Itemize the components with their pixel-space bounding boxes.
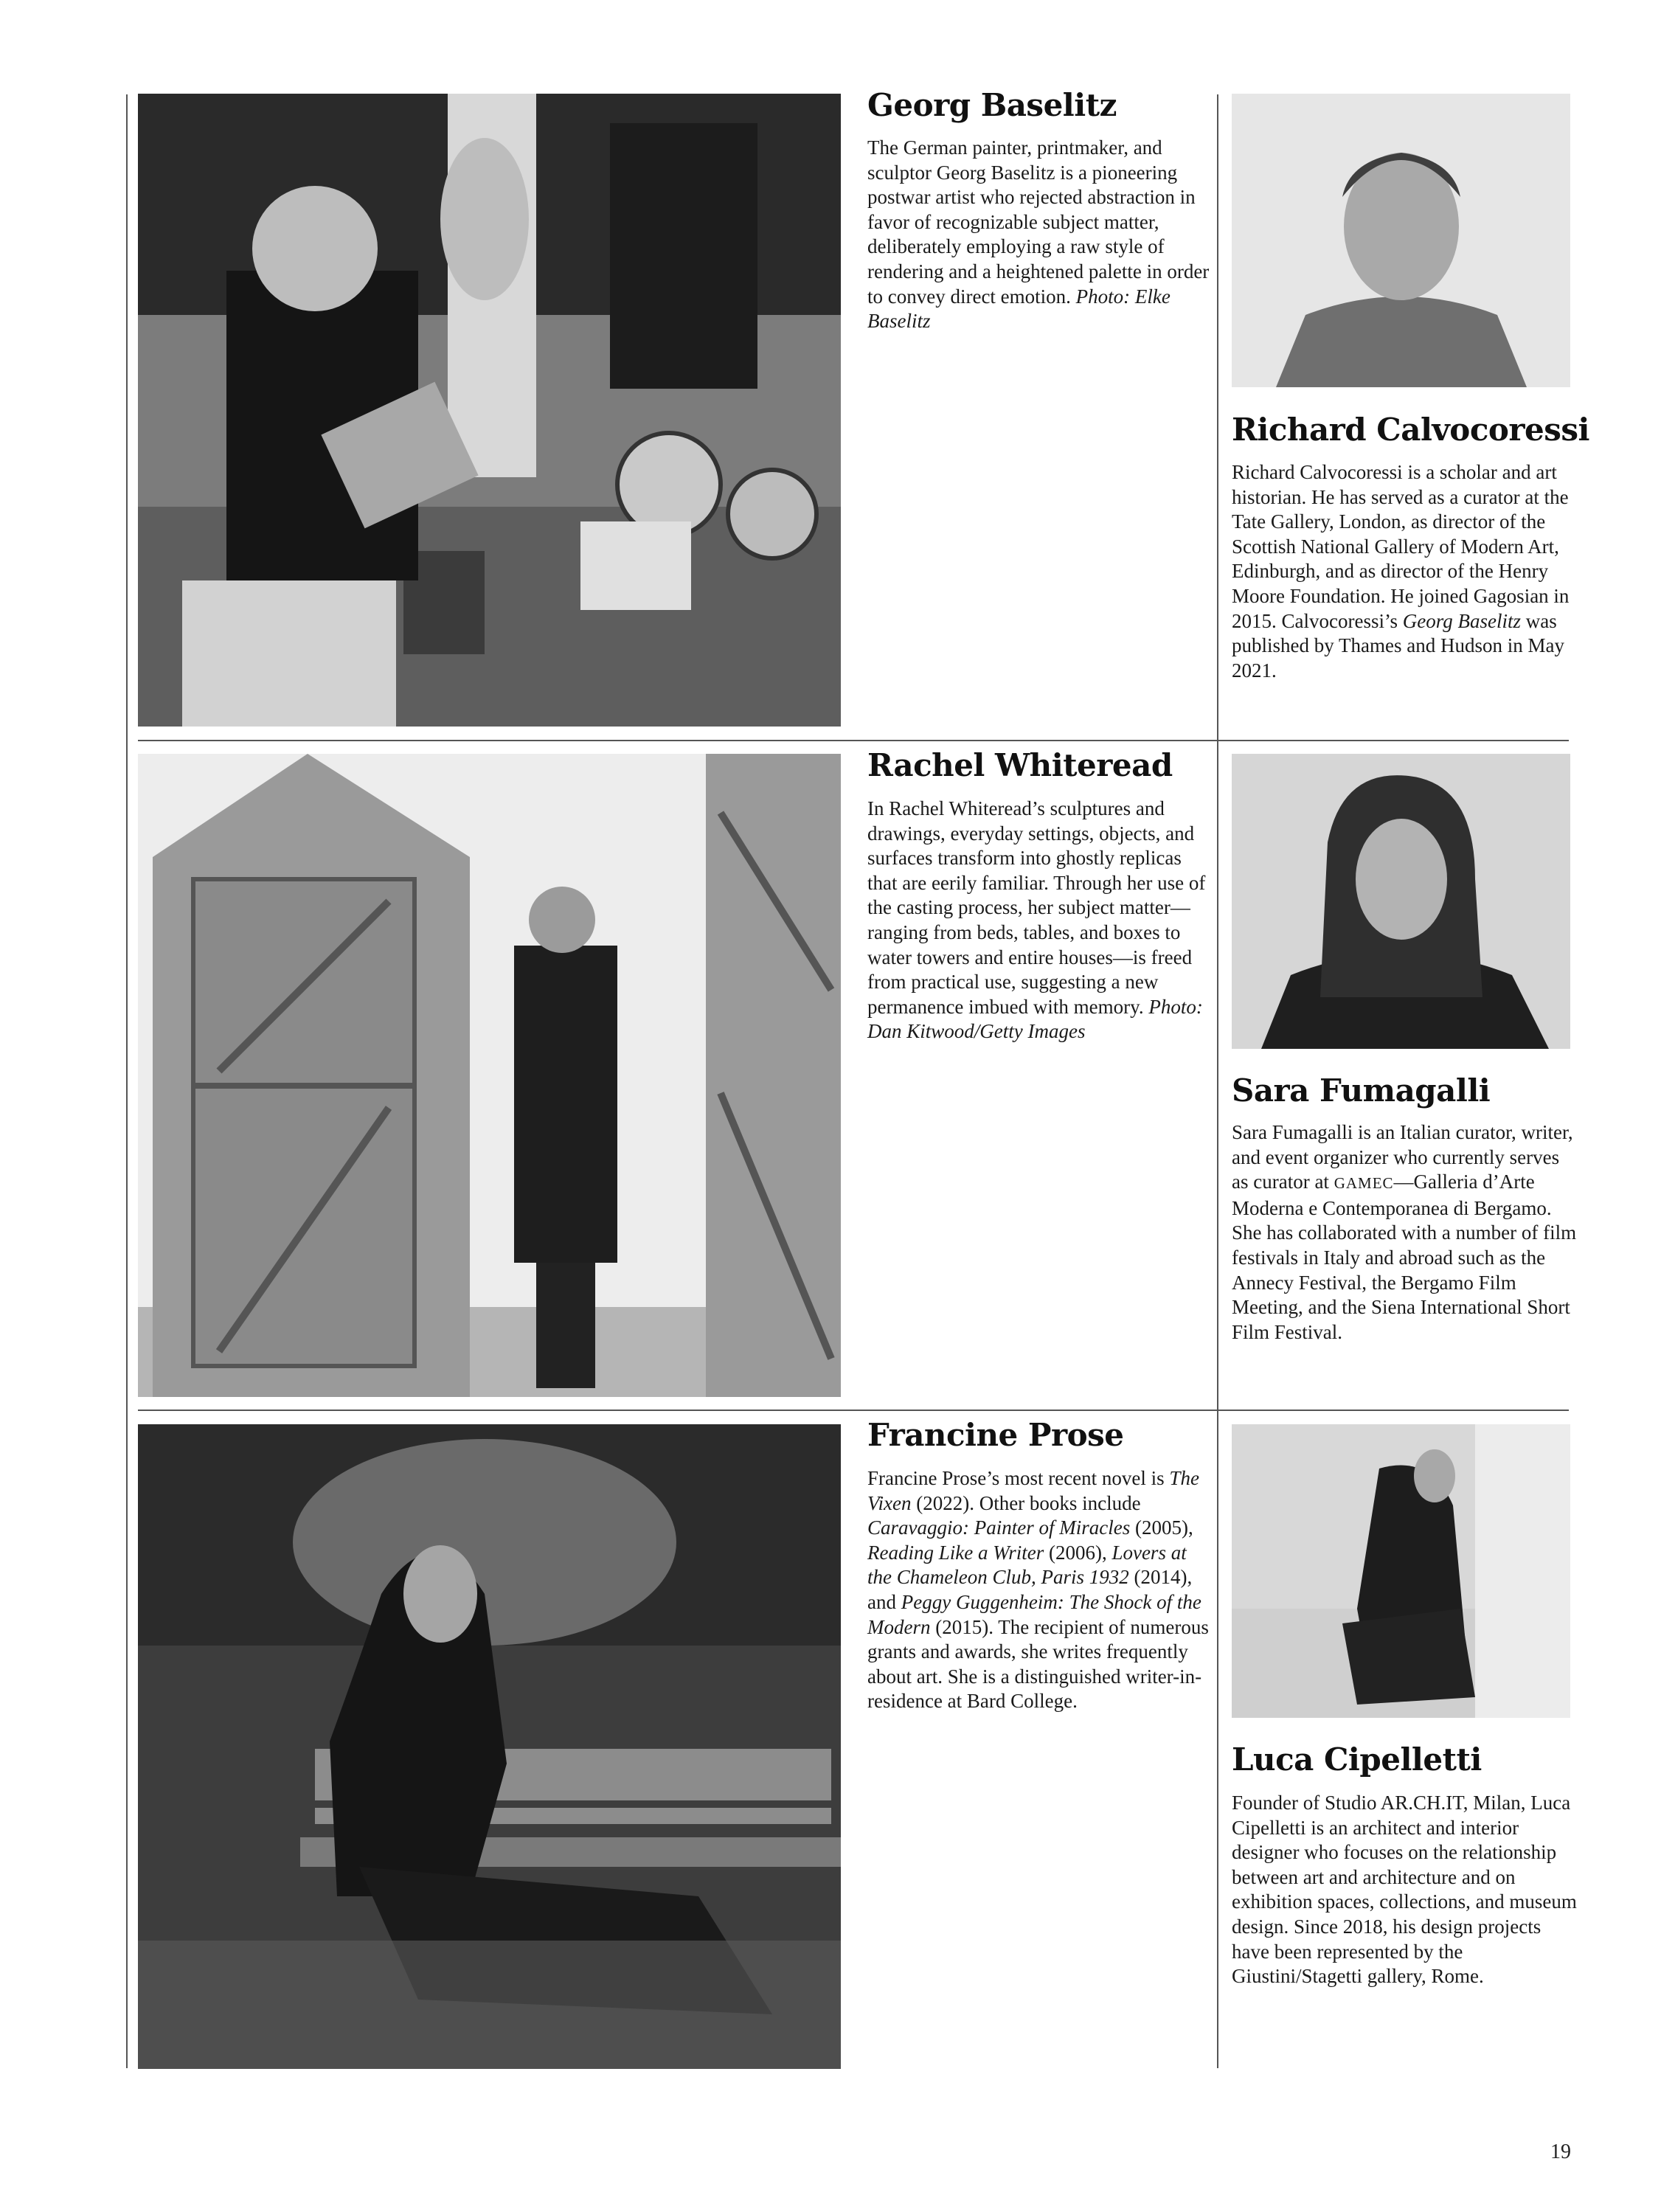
photo-credit: Photo: Dan Kitwood/Getty Images (867, 995, 1203, 1043)
photo-luca-cipelletti (1232, 1424, 1570, 1718)
book-title: Georg Baselitz (1402, 609, 1521, 632)
photo-credit: Photo: Elke Baselitz (867, 285, 1171, 333)
photo-rachel-whiteread (138, 754, 841, 1397)
bio-text: —Galleria d’Arte Moderna e Contemporanea di Bergamo. She has collaborated with a number of film festivals in Italy and abroad such as the Annecy Festival, the Bergamo Film Meeting, and the Siena International Short Film Festival. (1232, 1171, 1577, 1343)
book-title: Reading Like a Writer (867, 1541, 1044, 1564)
bio-text: (2015). The recipient of numerous grants and awards, she writes frequently about art. She is a distinguished writer-in-residence at Bard College. (867, 1615, 1209, 1713)
photo-richard-calvocoressi (1232, 94, 1570, 387)
photo-sara-fumagalli (1232, 754, 1570, 1049)
profile-bio (1232, 460, 1578, 683)
photo-georg-baselitz (138, 94, 841, 727)
profile-name: Sara Fumagalli (1232, 1072, 1491, 1109)
bio-text: Francine Prose’s most recent novel is (867, 1467, 1165, 1489)
profile-bio (867, 1466, 1214, 1714)
book-title: Caravaggio: Painter of Miracles (867, 1516, 1131, 1539)
row-divider-2 (138, 1410, 1569, 1411)
bio-text: In Rachel Whiteread’s sculptures and drawings, everyday settings, objects, and surfaces transform into ghostly replicas that are eerily familiar. Through her use of the casting process, her subject matter—ranging from beds, tables, and boxes to water towers and entire houses—is freed from practical use, suggesting a new permanence imbued with memory. (867, 797, 1206, 1018)
book-title: Peggy Guggenheim: The Shock of the Modern (867, 1590, 1201, 1638)
bio-text: Sara Fumagalli is an Italian curator, writer, and event organizer who currently serves as curator at (1232, 1121, 1573, 1193)
profile-bio (867, 136, 1214, 334)
photo-francine-prose (138, 1424, 841, 2069)
profile-bio (1232, 1791, 1578, 1989)
book-title: The Vixen (867, 1467, 1199, 1514)
bio-text: The German painter, printmaker, and sculptor Georg Baselitz is a pioneering postwar artist who rejected abstraction in favor of recognizable subject matter, deliberately employing a raw style of rendering and a heightened palette in order to convey direct emotion. (867, 136, 1210, 308)
profile-name: Rachel Whiteread (867, 747, 1173, 783)
bio-text: Richard Calvocoressi is a scholar and art historian. He has served as a curator at the Tate Gallery, London, as director of the Scottish National Gallery of Modern Art, Edinburgh, and as director of the Henry Moore Foundation. He joined Gagosian in 2015. Calvocoressi’s (1232, 461, 1570, 632)
row-divider-1 (138, 740, 1569, 741)
bio-text: (2022). Other books include (916, 1491, 1141, 1514)
institution-acronym: GAMEC (1334, 1174, 1394, 1193)
profile-name: Georg Baselitz (867, 87, 1117, 123)
page-number: 19 (1550, 2140, 1571, 2163)
bio-text: (2005), (1134, 1516, 1193, 1539)
profile-name: Richard Calvocoressi (1232, 412, 1589, 448)
book-title: Lovers at the Chameleon Club, Paris 1932 (867, 1541, 1187, 1589)
bio-text: (2014), and (867, 1566, 1193, 1613)
bio-text: (2006), (1048, 1541, 1107, 1564)
left-column-rule (126, 94, 128, 2068)
bio-text: was published by Thames and Hudson in May 2021. (1232, 609, 1564, 682)
profile-name: Francine Prose (867, 1417, 1124, 1453)
profile-bio (1232, 1120, 1578, 1345)
profile-name: Luca Cipelletti (1232, 1741, 1482, 1778)
center-column-rule (1217, 94, 1218, 2068)
bio-text: Founder of Studio AR.CH.IT, Milan, Luca Cipelletti is an architect and interior designer who focuses on the relationship between art and architecture and on exhibition spaces, collections, and museum design. Since 2018, his design projects have been represented by the Giustini/Stagetti gallery, Rome. (1232, 1792, 1577, 1988)
profile-bio (867, 797, 1214, 1044)
